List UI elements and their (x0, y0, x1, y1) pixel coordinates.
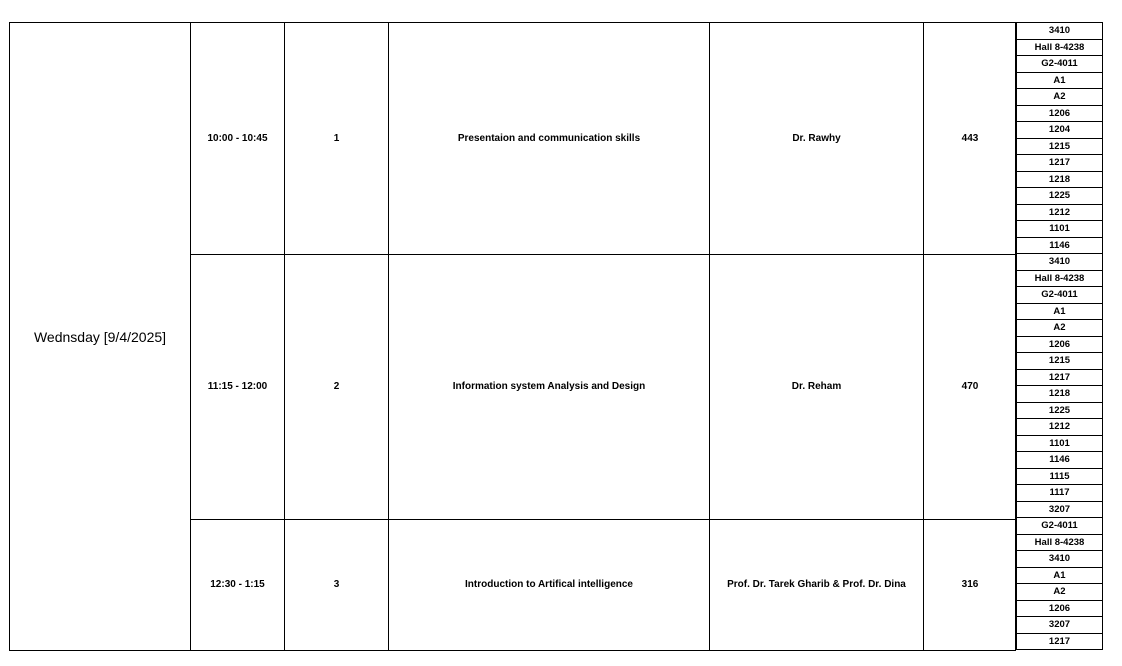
room-cell: 1115 (1017, 469, 1102, 486)
room-cell: 3410 (1017, 23, 1102, 40)
instructor-cell: Dr. Rawhy (710, 23, 924, 254)
room-cell: G2-4011 (1017, 518, 1102, 535)
course-cell: Information system Analysis and Design (389, 254, 710, 519)
room-cell: 1218 (1017, 172, 1102, 189)
rooms-column (1016, 22, 1103, 650)
students-cell: 316 (961, 579, 979, 590)
room-cell: A1 (1017, 568, 1102, 585)
room-cell: 3207 (1017, 502, 1102, 519)
room-cell: 3410 (1017, 254, 1102, 271)
room-cell: G2-4011 (1017, 287, 1102, 304)
room-cell: 1217 (1017, 155, 1102, 172)
room-cell: Hall 8-4238 (1017, 271, 1102, 288)
room-cell: 1101 (1017, 436, 1102, 453)
room-cell: 1204 (1017, 122, 1102, 139)
schedule-table (9, 22, 1016, 651)
day-cell: Wednsday [9/4/2025] (10, 23, 191, 650)
students-cell: 470 (961, 381, 979, 392)
room-cell: A2 (1017, 320, 1102, 337)
room-cell: 1215 (1017, 353, 1102, 370)
course-cell: Introduction to Artifical intelligence (389, 519, 710, 650)
room-cell: 1101 (1017, 221, 1102, 238)
room-cell: 1146 (1017, 452, 1102, 469)
room-cell: 1206 (1017, 601, 1102, 618)
room-cell: Hall 8-4238 (1017, 535, 1102, 552)
room-cell: 3410 (1017, 551, 1102, 568)
time-cell: 10:00 - 10:45 (191, 23, 285, 254)
room-cell: A1 (1017, 304, 1102, 321)
room-cell: 1206 (1017, 337, 1102, 354)
number-cell: 1 (285, 23, 389, 254)
room-cell: G2-4011 (1017, 56, 1102, 73)
room-cell: Hall 8-4238 (1017, 40, 1102, 57)
instructor-cell: Prof. Dr. Tarek Gharib & Prof. Dr. Dina (710, 519, 924, 650)
room-cell: A2 (1017, 584, 1102, 601)
room-cell: 1217 (1017, 634, 1102, 651)
room-cell: 1117 (1017, 485, 1102, 502)
room-cell: 1225 (1017, 403, 1102, 420)
room-cell: A2 (1017, 89, 1102, 106)
room-cell: 1215 (1017, 139, 1102, 156)
students-cell: 443 (961, 133, 979, 144)
room-cell: A1 (1017, 73, 1102, 90)
room-cell: 3207 (1017, 617, 1102, 634)
room-cell: 1217 (1017, 370, 1102, 387)
time-cell: 12:30 - 1:15 (191, 519, 285, 650)
number-cell: 2 (285, 254, 389, 519)
room-cell: 1218 (1017, 386, 1102, 403)
room-cell: 1212 (1017, 419, 1102, 436)
time-cell: 11:15 - 12:00 (191, 254, 285, 519)
room-cell: 1146 (1017, 238, 1102, 255)
course-cell: Presentaion and communication skills (389, 23, 710, 254)
number-cell: 3 (285, 519, 389, 650)
instructor-cell: Dr. Reham (710, 254, 924, 519)
room-cell: 1212 (1017, 205, 1102, 222)
room-cell: 1206 (1017, 106, 1102, 123)
room-cell: 1225 (1017, 188, 1102, 205)
